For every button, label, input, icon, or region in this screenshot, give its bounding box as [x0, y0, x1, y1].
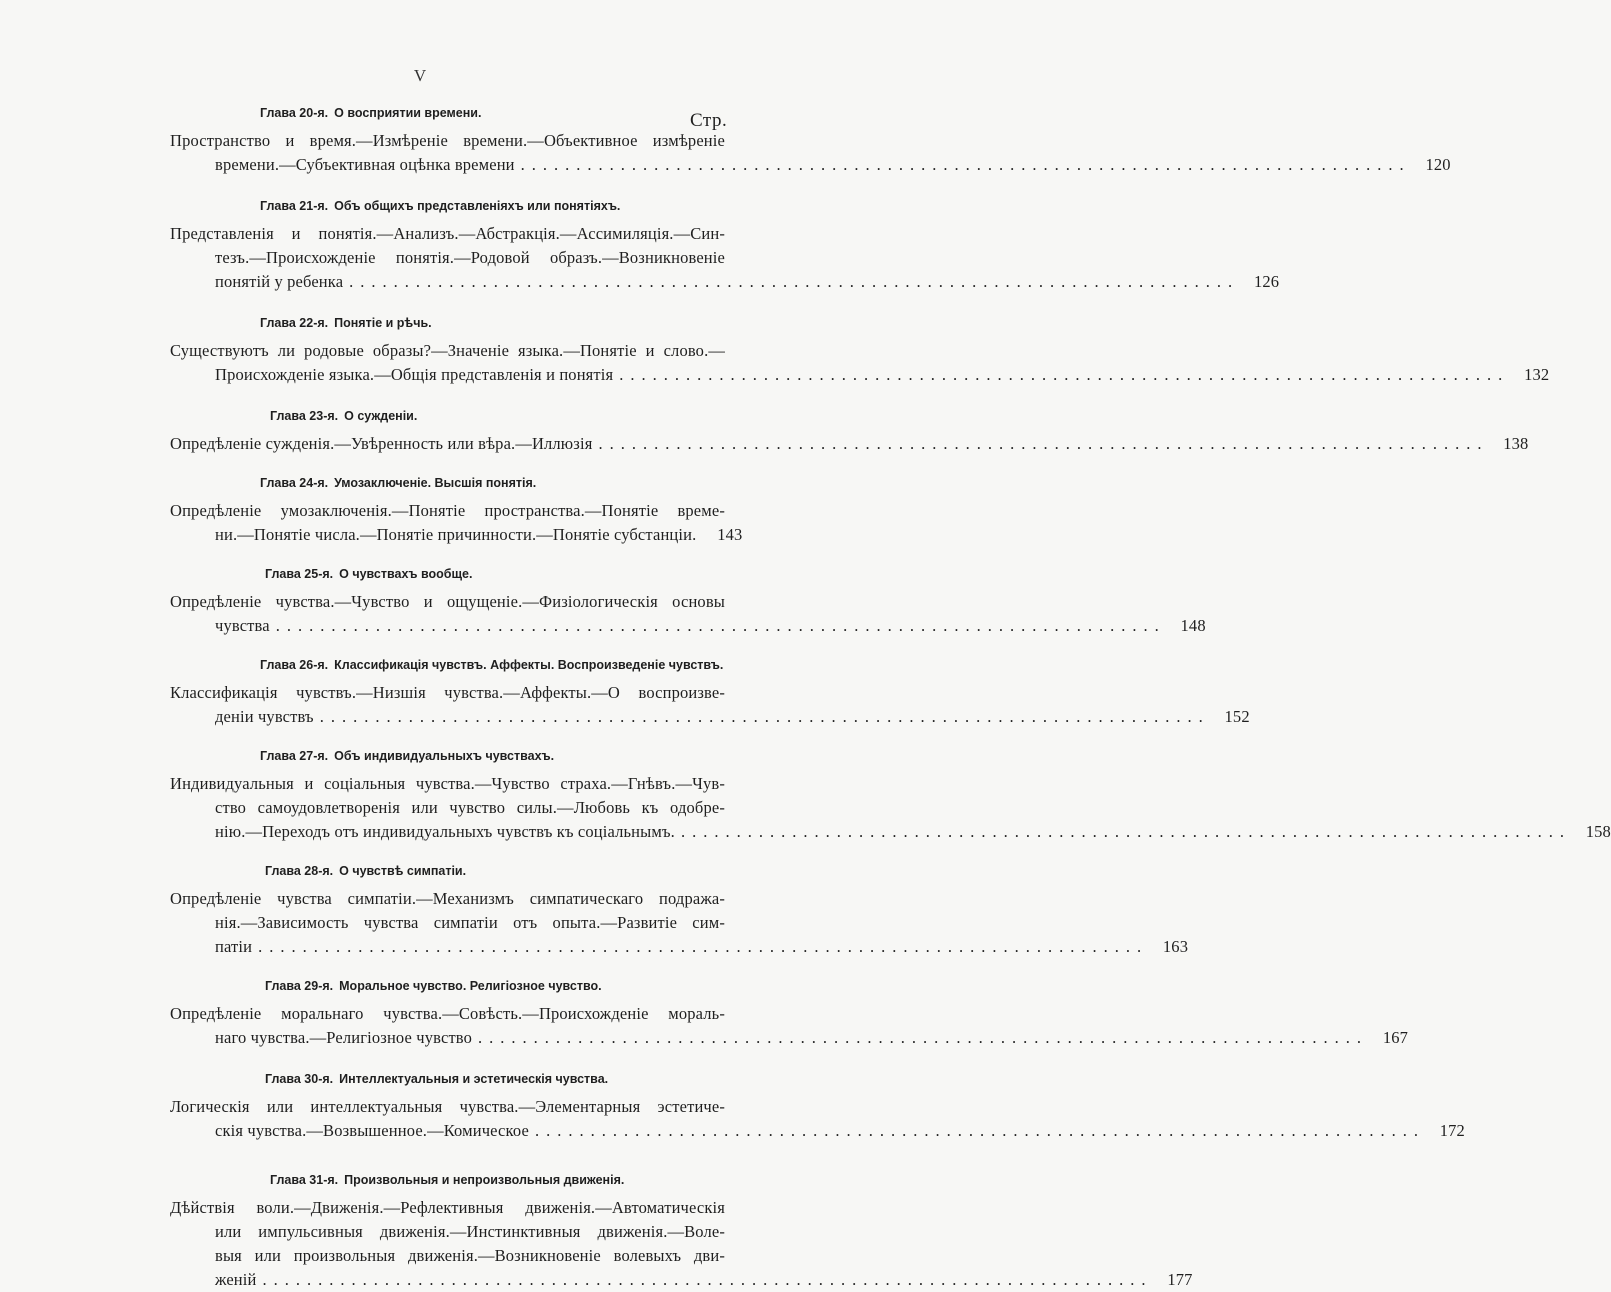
table-of-contents	[170, 102, 1611, 1292]
toc-entry-last-line	[170, 1119, 1465, 1143]
toc-text-line: Опредѣленіе чувства.—Чувство и ощущеніе.—Физіологическія основы	[170, 592, 725, 611]
toc-entry-last-line	[170, 705, 1250, 729]
chapter-entry	[170, 563, 1206, 638]
chapter-title: Интеллектуальныя и эстетическія чувства.	[339, 1072, 609, 1086]
chapter-entry	[170, 405, 1529, 456]
toc-text-line: Происхожденіе языка.—Общія представленія и понятія	[215, 365, 614, 384]
chapter-number: Глава 21-я.	[260, 199, 329, 213]
chapter-heading	[170, 975, 725, 997]
chapter-number: Глава 30-я.	[265, 1072, 334, 1086]
chapter-number: Глава 20-я.	[260, 106, 329, 120]
page-ref: 143	[717, 525, 743, 544]
chapter-heading	[170, 654, 725, 676]
toc-text-line: чувства	[215, 616, 270, 635]
toc-text-line: Опредѣленіе чувства симпатіи.—Механизмъ симпатическаго подража-	[170, 889, 725, 908]
chapter-entry	[170, 1169, 1193, 1292]
dot-leader: ................................................................................	[349, 272, 1240, 291]
toc-entry-last-line	[170, 523, 743, 547]
chapter-heading	[170, 563, 725, 585]
chapter-title: Произвольныя и непроизвольныя движенія.	[344, 1173, 625, 1187]
toc-text-line: тезъ.—Происхожденіе понятія.—Родовой образъ.—Возникновеніе	[215, 248, 725, 267]
chapter-title: Объ индивидуальныхъ чувствахъ.	[334, 749, 555, 763]
page-ref: 132	[1524, 365, 1550, 384]
chapter-heading	[170, 102, 725, 124]
page-ref: 177	[1167, 1270, 1193, 1289]
toc-text-line: Дѣйствія воли.—Движенія.—Рефлективныя движенія.—Автоматическія	[170, 1198, 725, 1217]
dot-leader: ................................................................................	[619, 365, 1510, 384]
page-ref: 152	[1224, 707, 1250, 726]
dot-leader: ................................................................................	[598, 434, 1489, 453]
chapter-heading	[170, 312, 725, 334]
chapter-heading	[170, 405, 725, 427]
chapter-heading	[170, 1068, 725, 1090]
chapter-title: Классификація чувствъ. Аффекты. Воспроизведеніе чувствъ.	[334, 658, 724, 672]
toc-entry-last-line	[170, 363, 1550, 387]
toc-text-line: понятій у ребенка	[215, 272, 344, 291]
chapter-number: Глава 24-я.	[260, 476, 329, 490]
toc-entry-last-line	[170, 432, 1529, 456]
chapter-title: Умозаключеніе. Высшія понятія.	[334, 476, 537, 490]
page-ref: 163	[1162, 937, 1189, 956]
toc-text-line: или импульсивныя движенія.—Инстинктивныя движенія.—Воле-	[215, 1222, 725, 1241]
dot-leader: ................................................................................	[534, 1121, 1425, 1140]
chapter-entry	[170, 195, 1280, 294]
page-ref: 158	[1585, 822, 1611, 841]
toc-entry-last-line	[170, 820, 1611, 844]
dot-leader: ................................................................................	[680, 822, 1571, 841]
chapter-heading	[170, 860, 725, 882]
chapter-number: Глава 23-я.	[270, 409, 339, 423]
toc-text-line: нія.—Зависимость чувства симпатіи отъ опыта.—Развитіе сим-	[215, 913, 725, 932]
toc-entry-last-line	[170, 614, 1206, 638]
toc-text-line: Логическія или интеллектуальныя чувства.—Элементарныя эстетиче-	[170, 1097, 725, 1116]
chapter-heading	[170, 472, 725, 494]
dot-leader: ................................................................................	[478, 1028, 1369, 1047]
toc-text-line: ни.—Понятіе числа.—Понятіе причинности.—Понятіе субстанціи.	[215, 525, 697, 544]
toc-text-line: Индивидуальныя и соціальныя чувства.—Чувство страха.—Гнѣвъ.—Чув-	[170, 774, 725, 793]
toc-text-line: деніи чувствъ	[215, 707, 314, 726]
dot-leader: ................................................................................	[258, 937, 1149, 956]
page-number: V	[413, 66, 427, 85]
toc-text-line: ство самоудовлетворенія или чувство силы.—Любовь къ одобре-	[215, 798, 725, 817]
toc-entry-last-line	[170, 1268, 1193, 1292]
toc-text-line: женій	[215, 1270, 257, 1289]
toc-entry-last-line	[170, 1026, 1409, 1050]
toc-text-line: Представленія и понятія.—Анализъ.—Абстракція.—Ассимиляція.—Син-	[170, 224, 725, 243]
toc-text-line: Классификація чувствъ.—Низшія чувства.—Аффекты.—О воспроизве-	[170, 683, 725, 702]
chapter-title: О восприятии времени.	[334, 106, 482, 120]
chapter-entry	[170, 312, 1550, 387]
chapter-title: Понятіе и рѣчь.	[334, 316, 432, 330]
chapter-heading	[170, 1169, 725, 1191]
page-ref: 126	[1253, 272, 1280, 291]
chapter-title: О сужденіи.	[344, 409, 418, 423]
chapter-title: Объ общихъ представленіяхъ или понятіяхъ.	[334, 199, 621, 213]
chapter-heading	[170, 195, 725, 217]
chapter-entry	[170, 745, 1611, 844]
chapter-entry	[170, 975, 1409, 1050]
page-ref: 120	[1425, 155, 1451, 174]
dot-leader: ................................................................................	[319, 707, 1210, 726]
toc-text-line: Существуютъ ли родовые образы?—Значеніе языка.—Понятіе и слово.—	[170, 341, 725, 360]
toc-text-line: Опредѣленіе сужденія.—Увѣренность или вѣра.—Иллюзія	[170, 434, 593, 453]
chapter-number: Глава 28-я.	[265, 864, 334, 878]
toc-text-line: нію.—Переходъ отъ индивидуальныхъ чувствъ къ соціальнымъ.	[215, 822, 675, 841]
toc-entry-last-line	[170, 935, 1189, 959]
page-ref: 138	[1503, 434, 1529, 453]
page-ref: 148	[1180, 616, 1206, 635]
toc-text-line: наго чувства.—Религіозное чувство	[215, 1028, 473, 1047]
chapter-number: Глава 22-я.	[260, 316, 329, 330]
page-ref: 172	[1439, 1121, 1465, 1140]
toc-text-line: Пространство и время.—Измѣреніе времени.—Объективное измѣреніе	[170, 131, 725, 150]
toc-entry-last-line	[170, 153, 1451, 177]
chapter-number: Глава 27-я.	[260, 749, 329, 763]
chapter-heading	[170, 745, 725, 767]
chapter-entry	[170, 1068, 1465, 1143]
chapter-title: Моральное чувство. Религіозное чувство.	[339, 979, 602, 993]
dot-leader: ................................................................................	[520, 155, 1411, 174]
chapter-title: О чувствахъ вообще.	[339, 567, 473, 581]
page-column-label: Стр.	[690, 110, 728, 131]
chapter-number: Глава 31-я.	[270, 1173, 339, 1187]
chapter-number: Глава 29-я.	[265, 979, 334, 993]
page-ref: 167	[1382, 1028, 1409, 1047]
toc-text-line: времени.—Субъективная оцѣнка времени	[215, 155, 515, 174]
toc-text-line: скія чувства.—Возвышенное.—Комическое	[215, 1121, 529, 1140]
toc-text-line: патіи	[215, 937, 253, 956]
toc-text-line: выя или произвольныя движенія.—Возникновеніе волевыхъ дви-	[215, 1246, 725, 1265]
dot-leader: ................................................................................	[262, 1270, 1153, 1289]
chapter-entry	[170, 472, 743, 547]
chapter-entry	[170, 860, 1189, 959]
chapter-title: О чувствѣ симпатіи.	[339, 864, 467, 878]
chapter-entry	[170, 102, 1451, 177]
chapter-number: Глава 26-я.	[260, 658, 329, 672]
toc-text-line: Опредѣленіе умозаключенія.—Понятіе пространства.—Понятіе време-	[170, 501, 725, 520]
chapter-entry	[170, 654, 1250, 729]
toc-entry-last-line	[170, 270, 1280, 294]
dot-leader: ................................................................................	[275, 616, 1166, 635]
toc-text-line: Опредѣленіе моральнаго чувства.—Совѣсть.—Происхожденіе мораль-	[170, 1004, 725, 1023]
chapter-number: Глава 25-я.	[265, 567, 334, 581]
